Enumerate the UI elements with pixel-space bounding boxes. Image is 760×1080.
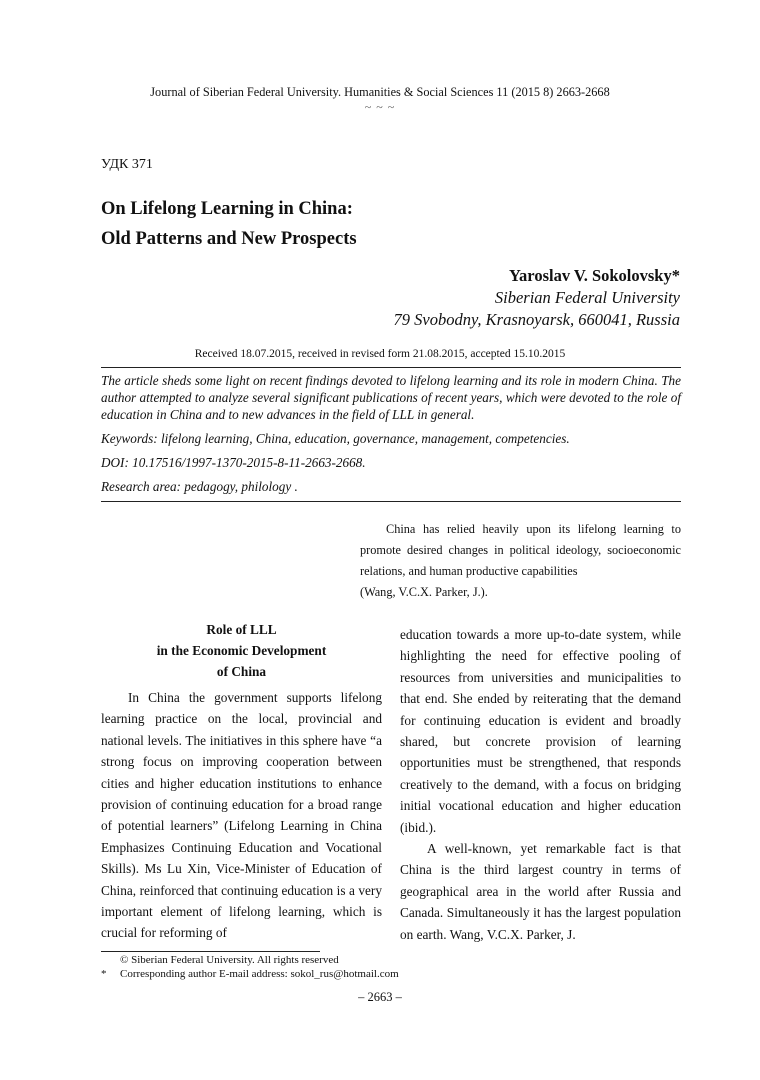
title-line-1: On Lifelong Learning in China: xyxy=(101,199,353,219)
right-column xyxy=(400,624,681,945)
journal-header: Journal of Siberian Federal University. Humanities & Social Sciences 11 (2015 8) 2663-2668 xyxy=(150,85,610,99)
title-line-2: Old Patterns and New Prospects xyxy=(101,229,357,249)
author-address: 79 Svobodny, Krasnoyarsk, 660041, Russia xyxy=(393,310,680,329)
doi: DOI: 10.17516/1997-1370-2015-8-11-2663-2668. xyxy=(101,455,366,470)
footnote-copyright xyxy=(101,953,399,967)
footnotes xyxy=(101,953,399,981)
author-name: Yaroslav V. Sokolovsky* xyxy=(508,266,680,285)
header-tilde-divider: ~ ~ ~ xyxy=(364,100,396,114)
keywords: Keywords: lifelong learning, China, education, governance, management, competencies. xyxy=(101,431,570,446)
udk-code: УДК 371 xyxy=(101,157,153,172)
epigraph-source: (Wang, V.C.X. Parker, J.). xyxy=(360,585,488,599)
left-column xyxy=(101,619,382,944)
body-paragraph: A well-known, yet remarkable fact is that China is the third largest country in terms of geographical area in the world after Russia and Canada. Simultaneously it has the largest population on earth. Wang, V.C.X. Parker, J. xyxy=(400,841,681,942)
received-dates: Received 18.07.2015, received in revised form 21.08.2015, accepted 15.10.2015 xyxy=(194,348,566,360)
research-area: Research area: pedagogy, philology . xyxy=(101,479,298,494)
section-heading-line-1: Role of LLL xyxy=(206,622,277,637)
author-block xyxy=(394,265,680,331)
body-paragraph: In China the government supports lifelong learning practice on the local, provincial and national levels. The initiatives in this sphere have “a strong focus on improving cooperation between cities and higher education institutions to enhance provision of continuing education for a broad range of potential learners” (Lifelong Learning in China Emphasizes Continuing Education and Vocational Skills). Ms Lu Xin, Vice-Minister of Education of China, reinforced that continuing education is a very important element of lifelong learning, which is crucial for reforming of xyxy=(101,690,382,941)
abstract-text: The article sheds some light on recent findings devoted to lifelong learning and its role in modern China. The author attempted to analyze several significant publications of recent years, which were devoted to the role of education in China and to new advances in the field of LLL in general. xyxy=(101,373,681,422)
page-number: – 2663 – xyxy=(358,990,402,1004)
body-paragraph: education towards a more up-to-date system, while highlighting the need for effective pooling of resources from universities and municipalities to that end. She ended by reiterating that the demand for continuing education is evident and broadly shared, but concrete provision of learning opportunities must be strengthened, that responds creatively to the demand, with a focus on bridging initial vocational education and higher education (ibid.). xyxy=(400,627,681,835)
footnote-rule xyxy=(101,951,320,952)
section-heading-line-2: in the Economic Development xyxy=(156,643,327,658)
corresponding-author-text: Corresponding author E-mail address: sokol_rus@hotmail.com xyxy=(120,968,399,980)
section-heading-line-3: of China xyxy=(216,664,267,679)
article-title xyxy=(101,194,357,254)
abstract-bottom-rule xyxy=(101,501,681,502)
author-affiliation: Siberian Federal University xyxy=(494,288,680,307)
footnote-corresponding xyxy=(101,967,399,981)
abstract-block xyxy=(101,372,681,495)
copyright-text: © Siberian Federal University. All rights reserved xyxy=(120,954,339,966)
abstract-top-rule xyxy=(101,367,681,368)
epigraph-quote: China has relied heavily upon its lifelong learning to promote desired changes in political ideology, socioeconomic relations, and human productive capabilities xyxy=(360,522,681,578)
section-heading xyxy=(101,619,382,682)
footnote-mark: * xyxy=(101,968,107,980)
epigraph xyxy=(360,519,681,603)
